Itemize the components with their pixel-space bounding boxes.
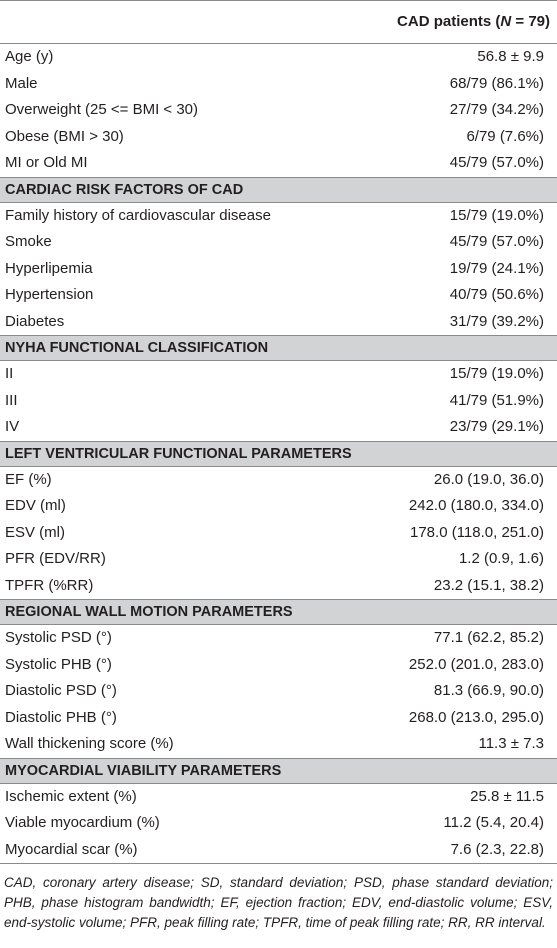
row-label: TPFR (%RR) [5,576,94,594]
table-row [0,309,557,336]
section-header [0,335,557,361]
row-label: EF (%) [5,470,52,488]
table-row [0,388,557,415]
row-value: 56.8 ± 9.9 [477,48,544,65]
row-label: III [5,391,18,409]
row-label: Diastolic PHB (°) [5,708,117,726]
row-label: EDV (ml) [5,497,66,514]
row-value: 11.3 ± 7.3 [478,735,544,752]
row-value: 15/79 (19.0%) [449,206,544,224]
table-header [0,0,557,44]
row-label: Wall thickening score (%) [5,735,174,752]
column-header-cad-patients: CAD patients (N = 79) [397,13,550,30]
row-label: Myocardial scar (%) [5,840,138,858]
row-label: Ischemic extent (%) [5,787,137,805]
table-row [0,784,557,811]
row-label: Overweight (25 <= BMI < 30) [5,101,199,118]
section-title: LEFT VENTRICULAR FUNCTIONAL PARAMETERS [5,445,352,462]
table-row [0,150,557,177]
table-row [0,282,557,309]
row-label: Age (y) [5,48,54,65]
row-value: 23.2 (15.1, 38.2) [433,576,544,594]
row-value: 178.0 (118.0, 251.0) [410,523,544,541]
table-row [0,467,557,494]
row-value: 41/79 (51.9%) [449,391,544,409]
row-value: 25.8 ± 11.5 [470,787,544,805]
table-row [0,810,557,837]
table-body [0,44,557,863]
row-label: Systolic PSD (°) [5,629,112,646]
row-label: Hypertension [5,286,94,303]
section-header [0,758,557,784]
row-label: Diastolic PSD (°) [5,682,117,699]
table-row [0,493,557,520]
row-label: Diabetes [5,312,65,330]
row-label: ESV (ml) [5,523,65,541]
section-header [0,599,557,625]
row-value: 242.0 (180.0, 334.0) [408,497,544,514]
row-label: Systolic PHB (°) [5,655,112,673]
row-value: 15/79 (19.0%) [449,365,544,382]
table-row [0,652,557,679]
table-row [0,361,557,388]
row-value: 77.1 (62.2, 85.2) [433,629,544,646]
row-label: PFR (EDV/RR) [5,550,106,567]
row-value: 45/79 (57.0%) [449,154,544,171]
section-title: NYHA FUNCTIONAL CLASSIFICATION [5,340,269,356]
row-label: Hyperlipemia [5,259,93,277]
table-row [0,520,557,547]
row-value: 27/79 (34.2%) [449,101,544,118]
section-header [0,177,557,203]
row-label: MI or Old MI [5,154,88,171]
row-value: 40/79 (50.6%) [449,286,544,303]
row-label: Male [5,74,38,92]
row-value: 45/79 (57.0%) [449,233,544,250]
row-value: 26.0 (19.0, 36.0) [433,470,544,488]
table-row [0,625,557,652]
table-row [0,97,557,124]
row-value: 252.0 (201.0, 283.0) [408,655,544,673]
row-label: Smoke [5,233,52,250]
section-title: REGIONAL WALL MOTION PARAMETERS [5,604,293,620]
row-value: 23/79 (29.1%) [449,418,544,435]
row-value: 268.0 (213.0, 295.0) [408,708,544,726]
row-label: Viable myocardium (%) [5,814,160,831]
table-row [0,256,557,283]
row-value: 11.2 (5.4, 20.4) [443,814,544,831]
table-row [0,44,557,71]
table-row [0,203,557,230]
table-row [0,837,557,864]
row-label: II [5,365,14,382]
row-label: IV [5,418,20,435]
table-row [0,124,557,151]
table-row [0,678,557,705]
row-value: 7.6 (2.3, 22.8) [450,840,544,858]
row-value: 6/79 (7.6%) [466,127,544,145]
table-row [0,546,557,573]
section-title: MYOCARDIAL VIABILITY PARAMETERS [5,762,282,779]
row-label: Family history of cardiovascular disease [5,206,271,224]
table-row [0,705,557,732]
row-value: 68/79 (86.1%) [449,74,544,92]
section-header [0,441,557,467]
row-value: 19/79 (24.1%) [449,259,544,277]
table-row [0,731,557,758]
row-value: 1.2 (0.9, 1.6) [458,550,544,567]
row-label: Obese (BMI > 30) [5,127,124,145]
row-value: 31/79 (39.2%) [449,312,544,330]
table-row [0,229,557,256]
row-value: 81.3 (66.9, 90.0) [433,682,544,699]
table-footnote: CAD, coronary artery disease; SD, standard deviation; PSD, phase standard deviation; PHB, phase histogram bandwidth; EF, ejection fraction; EDV, end-diastolic volume; ESV, end-systolic volume; PFR, peak filling rate; TPFR, time of peak filling rate; RR, RR interval. [0,863,557,933]
table-row [0,414,557,441]
table-row [0,71,557,98]
table-row [0,573,557,600]
section-title: CARDIAC RISK FACTORS OF CAD [5,181,244,198]
